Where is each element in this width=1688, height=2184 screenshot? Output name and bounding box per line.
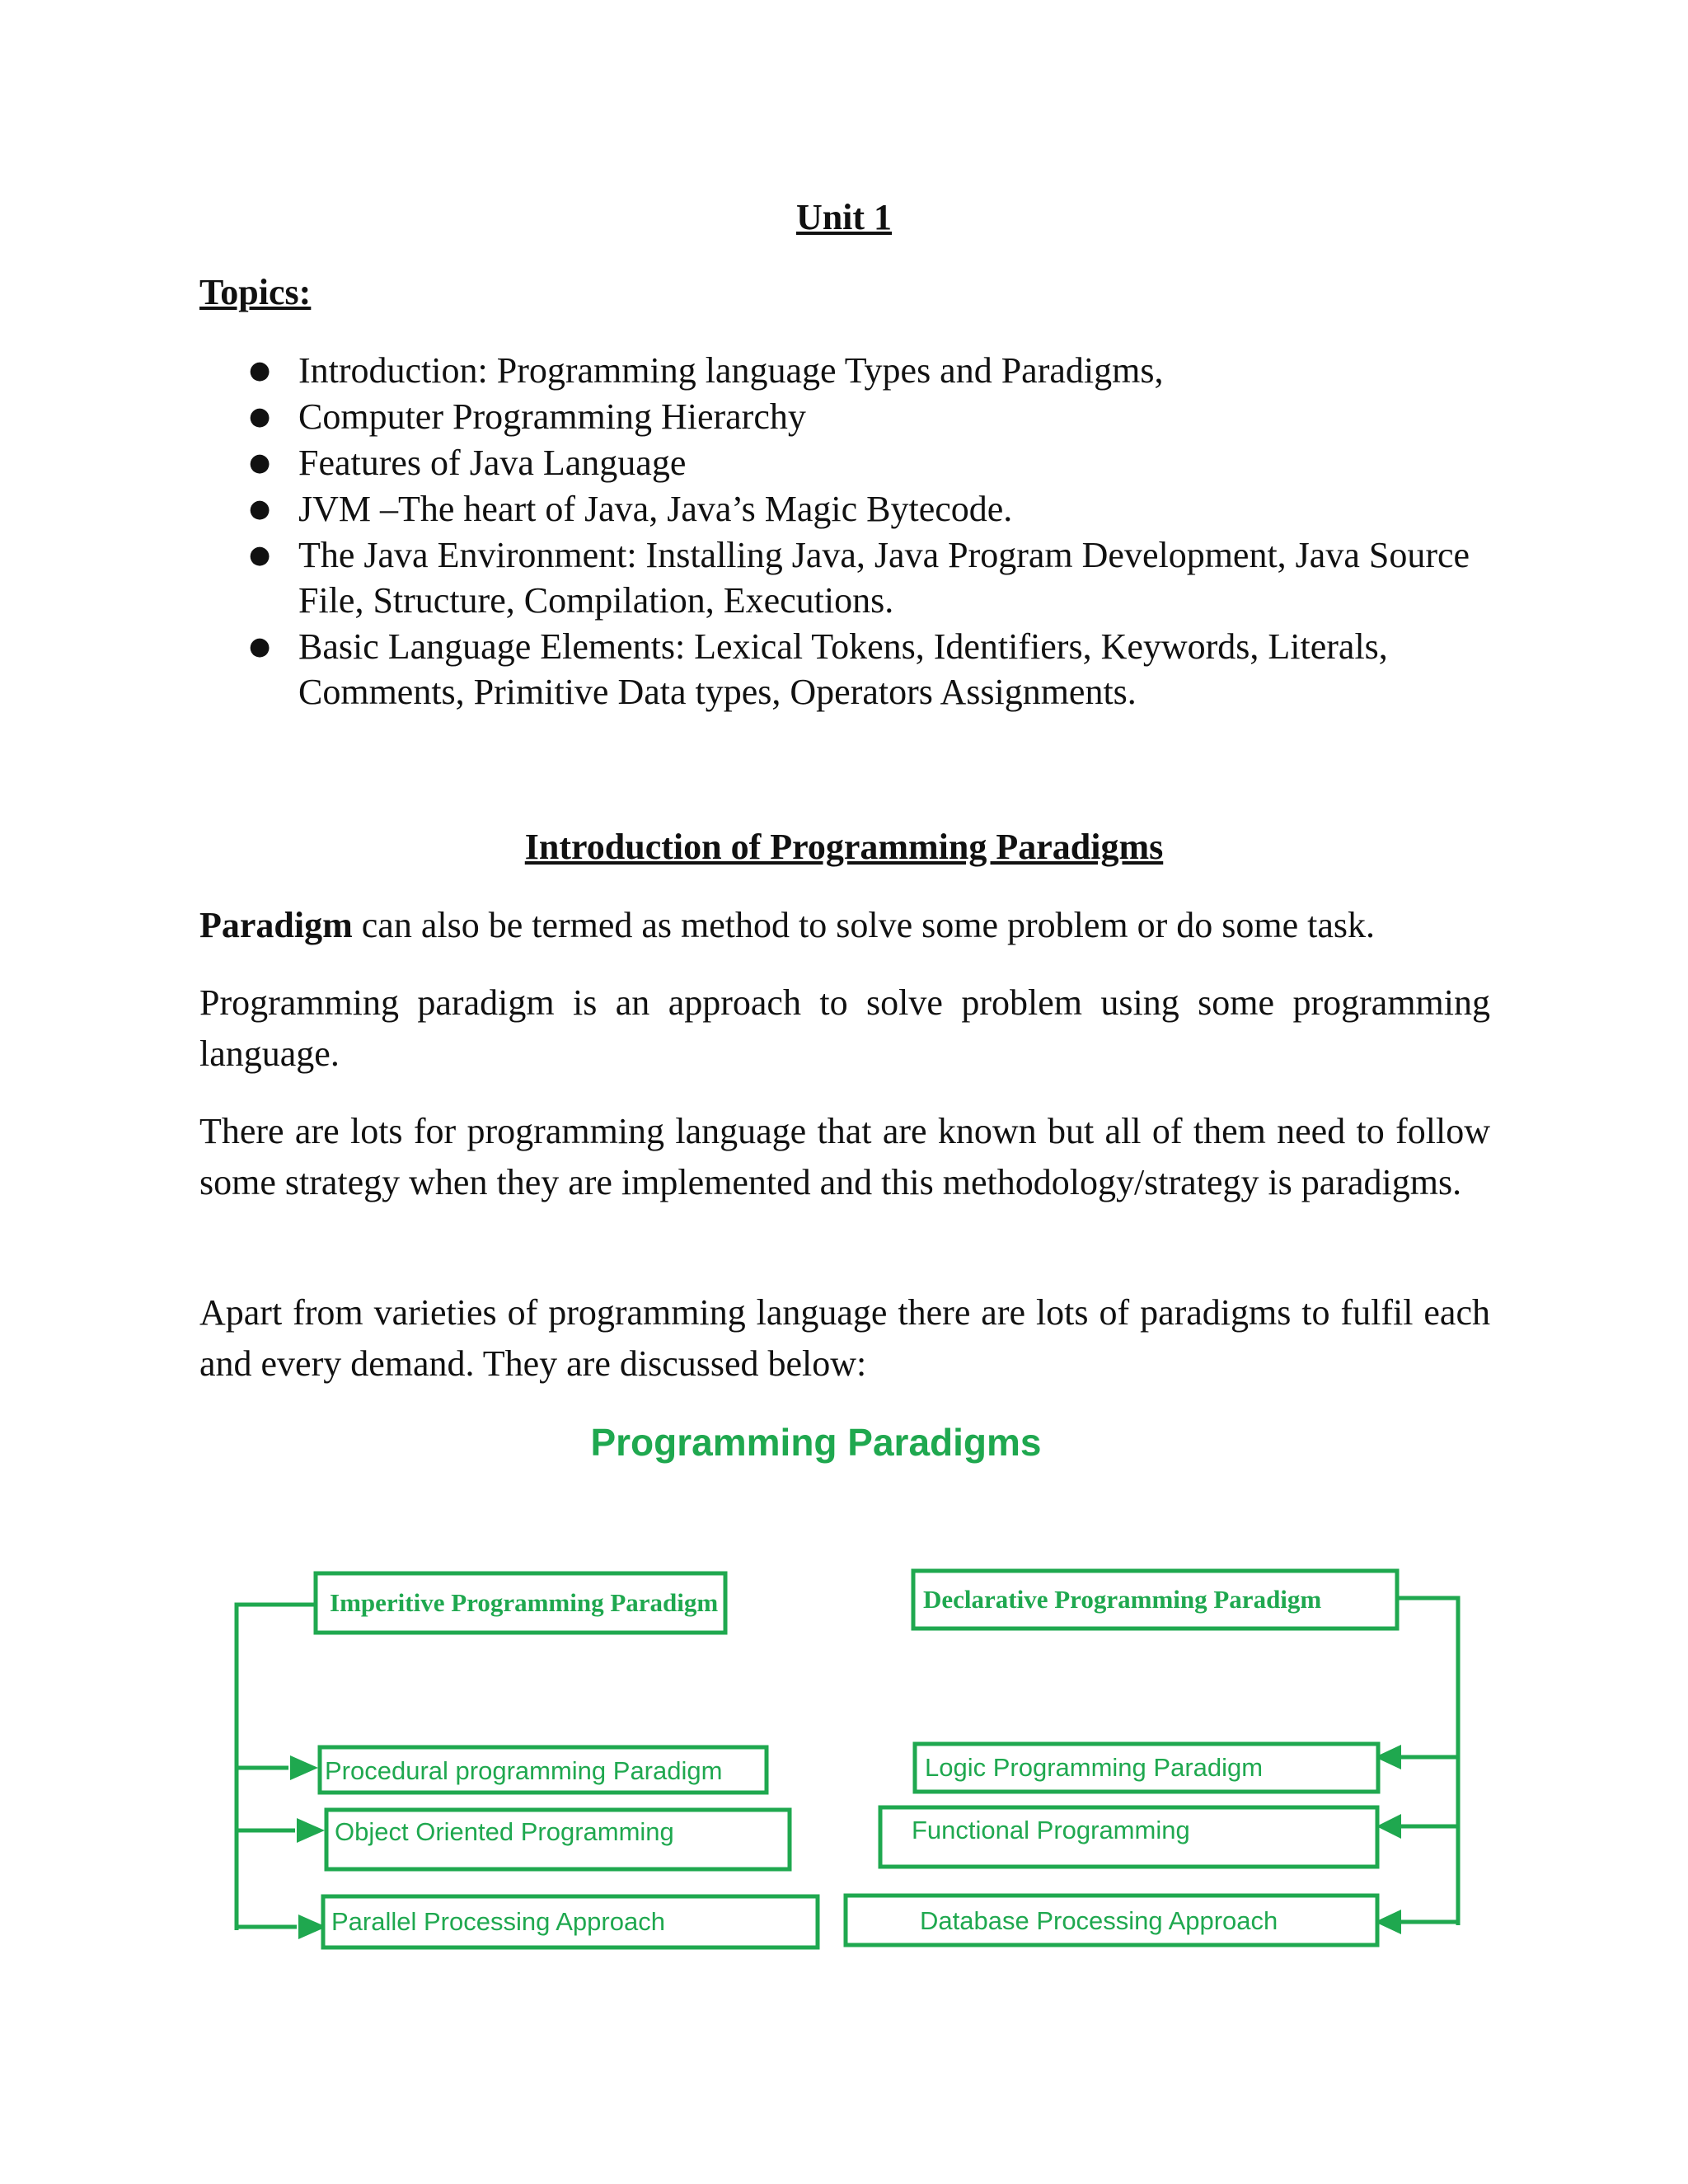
list-item	[199, 486, 1502, 532]
topics-heading: Topics:	[199, 272, 312, 312]
imperative-label: Imperitive Programming Paradigm	[330, 1588, 719, 1617]
topic-text: Introduction: Programming language Types and Paradigms,	[298, 350, 1164, 391]
bullet-icon: ●	[249, 494, 271, 523]
bullet-icon: ●	[249, 402, 271, 431]
bullet-icon: ●	[249, 632, 271, 661]
paradigms-diagram	[0, 1401, 1688, 1978]
bullet-icon: ●	[249, 541, 271, 569]
logic-label: Logic Programming Paradigm	[925, 1753, 1264, 1782]
list-item	[199, 348, 1502, 393]
paragraph-paradigm-definition	[199, 900, 1490, 951]
parallel-label: Parallel Processing Approach	[331, 1907, 665, 1936]
declarative-connector-line	[1399, 1598, 1458, 1925]
topic-text: The Java Environment: Installing Java, Java Program Development, Java Source File, Structure, Compilation, Executions.	[298, 535, 1470, 621]
functional-label: Functional Programming	[912, 1816, 1190, 1844]
list-item	[199, 532, 1502, 623]
oop-label: Object Oriented Programming	[335, 1817, 674, 1846]
procedural-label: Procedural programming Paradigm	[325, 1756, 723, 1785]
bullet-icon: ●	[249, 448, 271, 477]
topic-text: JVM –The heart of Java, Java’s Magic Bytecode.	[298, 489, 1013, 529]
topic-text: Computer Programming Hierarchy	[298, 396, 806, 437]
diagram-title: Programming Paradigms	[590, 1421, 1042, 1464]
arrowhead-icon	[1376, 1814, 1401, 1839]
paradigm-term: Paradigm	[199, 905, 353, 945]
paragraph-programming-paradigm: Programming paradigm is an approach to solve problem using some programming language.	[199, 982, 1490, 1074]
unit-title: Unit 1	[795, 197, 893, 237]
arrowhead-icon	[297, 1818, 325, 1843]
list-item	[199, 624, 1502, 715]
topics-list	[199, 348, 1502, 715]
topic-text: Basic Language Elements: Lexical Tokens, Identifiers, Keywords, Literals, Comments, Primitive Data types, Operators Assignments.	[298, 626, 1388, 712]
list-item	[199, 440, 1502, 485]
section-heading: Introduction of Programming Paradigms	[524, 827, 1164, 867]
database-label: Database Processing Approach	[920, 1906, 1278, 1935]
topic-text: Features of Java Language	[298, 443, 687, 483]
declarative-label: Declarative Programming Paradigm	[923, 1585, 1322, 1614]
paragraph-varieties: Apart from varieties of programming language there are lots of paradigms to fulfil each and every demand. They are discussed below:	[199, 1292, 1490, 1384]
list-item	[199, 394, 1502, 439]
bullet-icon: ●	[249, 356, 271, 385]
arrowhead-icon	[290, 1755, 318, 1780]
paradigm-definition-text: can also be termed as method to solve some problem or do some task.	[352, 905, 1376, 945]
paragraph-strategy: There are lots for programming language that are known but all of them need to follow some strategy when they are implemented and this methodology/strategy is paradigms.	[199, 1111, 1490, 1202]
